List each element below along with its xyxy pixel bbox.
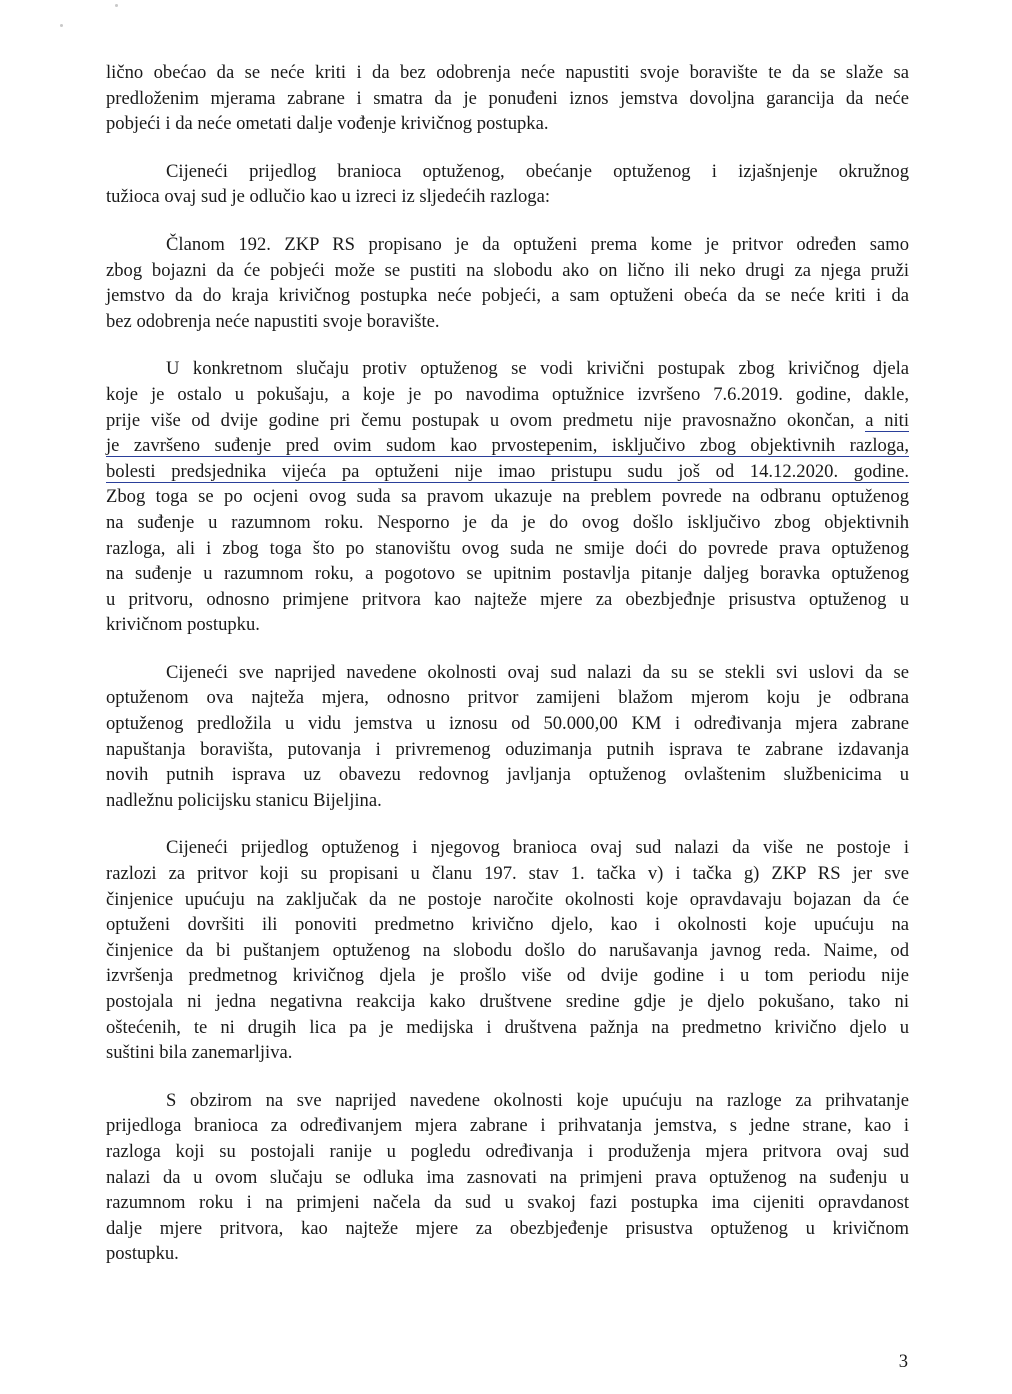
text-segment: prije više od dvije godine pri čemu postupak u ovom predmetu nije pravosnažno okončan,: [106, 409, 855, 431]
text-line: oštećenih, te ni drugih lica pa je medijska i društvena pažnja na predmetno krivično djelo u: [106, 1016, 909, 1038]
page-number: 3: [898, 1351, 908, 1372]
text-line: optuženog predložila u vidu jemstva u iznosu od 50.000,00 KM i određivanja mjera zabrane: [106, 713, 909, 735]
text-line: [106, 433, 909, 459]
text-line: razloga koji su postojali ranije u pogledu određivanja i produženja mjera pritvora ovaj sud: [106, 1140, 909, 1162]
text-line: činjenice upućuju na zaključak da ne postoje naročite okolnosti koje opravdavaju bojazan da će: [106, 888, 909, 910]
text-line: nadležnu policijsku stanicu Bijeljina.: [106, 789, 382, 811]
text-line: razloga, ali i zbog toga što po stanovištu ovog suda ne smije doći do povrede prava optuženog: [106, 537, 909, 559]
text-line: optuženi dovršiti ili ponoviti predmetno krivično djelo, kao i okolnosti koje upućuju na: [106, 914, 909, 936]
text-line: na suđenje u razumnom roku. Nesporno je da je do ovog došlo isključivo zbog objektivnih: [106, 511, 909, 533]
paragraph-detention-grounds: [106, 835, 909, 1065]
text-line: novih putnih isprava uz obavezu redovnog javljanja optuženog ovlaštenim službenicima u: [106, 764, 909, 786]
text-line: napuštanja boravišta, putovanja i privremenog oduzimanja putnih isprava te zabrane izdavanja: [106, 738, 909, 760]
text-line: Zbog toga se po ocjeni ovog suda sa pravom ukazuje na preblem povrede na odbranu optuženog: [106, 486, 909, 508]
scan-speck: [60, 24, 63, 27]
text-line: prijedloga branioca za određivanjem mjera zabrane i prihvatanja jemstva, s jedne strane, kao i: [106, 1115, 909, 1137]
paragraph-conclusion: [106, 1088, 909, 1267]
text-line: bez odobrenja neće napustiti svoje boravište.: [106, 310, 440, 332]
text-line: [106, 408, 909, 434]
text-line: izvršenja predmetnog krivičnog djela je prošlo više od dvije godine i u tom periodu nije: [106, 965, 909, 987]
text-line: nalazi da u ovom slučaju se odluka ima zasnovati na primjeni prava optuženog na suđenju u: [106, 1166, 909, 1188]
paragraph-continuation: [106, 60, 909, 137]
text-line: razumnom roku i na primjeni načela da sud u svakoj fazi postupka ima cijeniti opravdanost: [106, 1192, 909, 1214]
text-line: Cijeneći prijedlog optuženog i njegovog branioca ovaj sud nalazi da više ne postoje i: [166, 837, 909, 859]
text-line: U konkretnom slučaju protiv optuženog se vodi krivični postupak zbog krivičnog djela: [166, 358, 909, 380]
text-line: Članom 192. ZKP RS propisano je da optuženi prema kome je pritvor određen samo: [166, 233, 909, 255]
text-line: jemstvo da do kraja krivičnog postupka neće pobjeći, a sam optuženi obeća da se neće kriti i da: [106, 285, 909, 307]
paragraph-conditions-met: [106, 660, 909, 814]
text-line: lično obećao da se neće kriti i da bez odobrenja neće napustiti svoje boravište te da se slaže sa: [106, 62, 909, 83]
text-line: optuženom ova najteža mjera, odnosno pritvor zamijeni blažom mjerom koju je odbrana: [106, 687, 909, 709]
text-line: na suđenje u razumnom roku, a pogotovo se upitnim postavlja pitanje daljeg boravka optuženog: [106, 563, 909, 585]
text-line: zbog bojazni da će pobjeći može se pustiti na slobodu ako on lično ili neko drugi za njega pruži: [106, 259, 909, 281]
underlined-passage: je završeno suđenje pred ovim sudom kao prvostepenim, isključivo zbog objektivnih razloga,: [106, 435, 909, 457]
text-line: predloženim mjerama zabrane i smatra da je ponuđeni iznos jemstva dovoljna garancija da neće: [106, 87, 909, 109]
text-line: Cijeneći prijedlog branioca optuženog, obećanje optuženog i izjašnjenje okružnog: [166, 160, 909, 182]
document-body: [106, 60, 909, 1267]
text-line: pobjeći i da neće ometati dalje vođenje krivičnog postupka.: [106, 113, 549, 135]
text-line: [106, 459, 909, 485]
underlined-passage: a niti: [865, 409, 910, 431]
scan-speck: [115, 4, 118, 7]
paragraph-article-192: [106, 232, 909, 334]
text-line: tužioca ovaj sud je odlučio kao u izreci iz sljedećih razloga:: [106, 186, 551, 208]
text-line: S obzirom na sve naprijed navedene okolnosti koje upućuju na razloge za prihvatanje: [166, 1089, 909, 1111]
underlined-passage: bolesti predsjednika vijeća pa optuženi nije imao pristupu sudu još od 14.12.2020. godine.: [106, 460, 909, 482]
text-line: postupku.: [106, 1243, 179, 1265]
text-line: krivičnom postupku.: [106, 614, 260, 636]
text-line: suštini bila zanemarljiva.: [106, 1042, 293, 1064]
text-line: dalje mjere pritvora, kao najteže mjere za obezbjeđenje prisustva optuženog u krivičnom: [106, 1217, 909, 1239]
text-line: razlozi za pritvor koji su propisani u članu 197. stav 1. tačka v) i tačka g) ZKP RS jer sve: [106, 863, 909, 885]
text-line: koje je ostalo u pokušaju, a koje je po navodima optužnice izvršeno 7.6.2019. godine, dakle,: [106, 383, 909, 405]
text-line: činjenice da bi puštanjem optuženog na slobodu došlo do narušavanja javnog reda. Naime, od: [106, 939, 909, 961]
text-line: postojala ni jedna negativna reakcija kako društvene sredine gdje je djelo pokušano, tako ni: [106, 991, 909, 1012]
text-line: u pritvoru, odnosno primjene pritvora kao najteže mjere za obezbjeđnje prisustva optuženog u: [106, 588, 909, 610]
paragraph-concrete-case: [106, 356, 909, 638]
paragraph-proposal: [106, 159, 909, 210]
text-line: Cijeneći sve naprijed navedene okolnosti ovaj sud nalazi da su se stekli svi uslovi da se: [166, 661, 909, 683]
